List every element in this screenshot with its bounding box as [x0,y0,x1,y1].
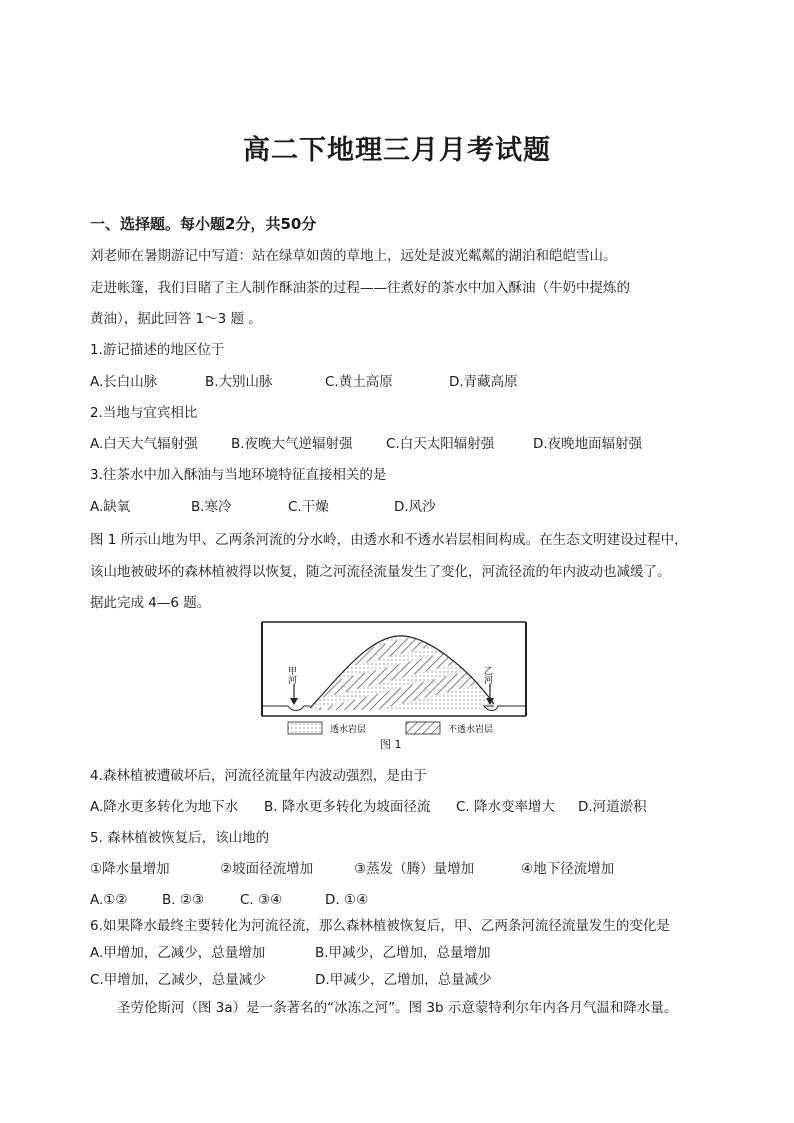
q3-stem: 3.往茶水中加入酥油与当地环境特征直接相关的是 [90,467,387,483]
page-title: 高二下地理三月月考试题 [243,135,551,166]
q4-option-b: B. 降水更多转化为坡面径流 [264,799,431,815]
q6-option-d: D.甲减少，乙增加，总量减少 [315,972,492,988]
q5-item-2: ②坡面径流增加 [220,861,314,877]
q6-option-b: B.甲减少，乙增加，总量增加 [315,945,491,961]
q4-stem: 4.森林植被遭破坏后，河流径流量年内波动强烈，是由于 [90,768,427,784]
passage2-line-1: 图 1 所示山地为甲、乙两条河流的分水岭，由透水和不透水岩层相间构成。在生态文明建设过程中， [90,532,688,548]
q5-item-3: ③蒸发（腾）量增加 [354,861,475,877]
q3-options [90,497,710,517]
q4-options [90,797,710,817]
intro-line-1: 刘老师在暑期游记中写道：站在绿草如茵的草地上，远处是波光粼粼的湖泊和皑皑雪山。 [90,248,617,264]
q6-stem: 6.如果降水最终主要转化为河流径流，那么森林植被恢复后，甲、乙两条河流径流量发生的变化是 [90,918,670,934]
passage3: 圣劳伦斯河（图 3a）是一条著名的“冰冻之河”。图 3b 示意蒙特利尔年内各月气温和降水量。 [117,1000,678,1016]
river-jia-arrowhead [290,698,298,705]
q1-option-b: B.大别山脉 [205,374,273,390]
legend-permeable-label: 透水岩层 [330,725,367,735]
legend-permeable-swatch [288,722,322,734]
q2-option-d: D.夜晚地面辐射强 [533,436,643,452]
q5-option-c: C. ③④ [240,892,283,908]
q2-options [90,434,710,454]
q2-option-b: B.夜晚大气逆辐射强 [231,436,353,452]
q2-option-a: A.白天大气辐射强 [90,436,198,452]
passage2-line-3: 据此完成 4—6 题。 [90,595,211,611]
q1-option-a: A.长白山脉 [90,374,158,390]
q2-option-c: C.白天太阳辐射强 [386,436,495,452]
q1-stem: 1.游记描述的地区位于 [90,342,225,358]
section-heading: 一、选择题。每小题2分，共50分 [90,215,317,233]
q3-option-a: A.缺氧 [90,499,131,515]
q5-items [90,859,710,879]
q5-stem: 5. 森林植被恢复后，该山地的 [90,830,270,846]
q5-option-b: B. ②③ [162,892,205,908]
q5-option-a: A.①② [90,892,128,908]
intro-line-3: 黄油），据此回答 1～3 题 。 [90,311,262,327]
q1-options [90,372,710,392]
q6-option-c: C.甲增加，乙减少，总量减少 [90,972,266,988]
q5-item-4: ④地下径流增加 [521,861,615,877]
figure-1-diagram [258,618,530,754]
passage2-line-2: 该山地被破坏的森林植被得以恢复，随之河流径流量发生了变化，河流径流的年内波动也减缓了。 [90,564,671,580]
q6-options-row-2 [90,970,710,990]
intro-line-2: 走进帐篷，我们目睹了主人制作酥油茶的过程——往煮好的茶水中加入酥油（牛奶中提炼的 [90,280,630,296]
q5-options [90,890,710,910]
q5-item-1: ①降水量增加 [90,861,170,877]
q3-option-c: C.干燥 [288,499,329,515]
river-yi-label: 乙河 [482,666,492,684]
q5-option-d: D. ①④ [325,892,369,908]
q3-option-b: B.寒冷 [191,499,232,515]
q4-option-c: C. 降水变率增大 [456,799,556,815]
q6-option-a: A.甲增加，乙减少，总量增加 [90,945,266,961]
q1-option-d: D.青藏高原 [449,374,518,390]
q4-option-a: A.降水更多转化为地下水 [90,799,239,815]
figure-1-caption: 图 1 [380,738,402,751]
q4-option-d: D.河道淤积 [578,799,647,815]
q1-option-c: C.黄土高原 [325,374,393,390]
legend-impermeable-label: 不透水岩层 [448,725,494,735]
legend-impermeable-swatch [406,722,440,734]
q3-option-d: D.风沙 [394,499,436,515]
q2-stem: 2.当地与宜宾相比 [90,405,198,421]
q6-options-row-1 [90,943,710,963]
river-jia-label: 甲河 [286,666,296,684]
